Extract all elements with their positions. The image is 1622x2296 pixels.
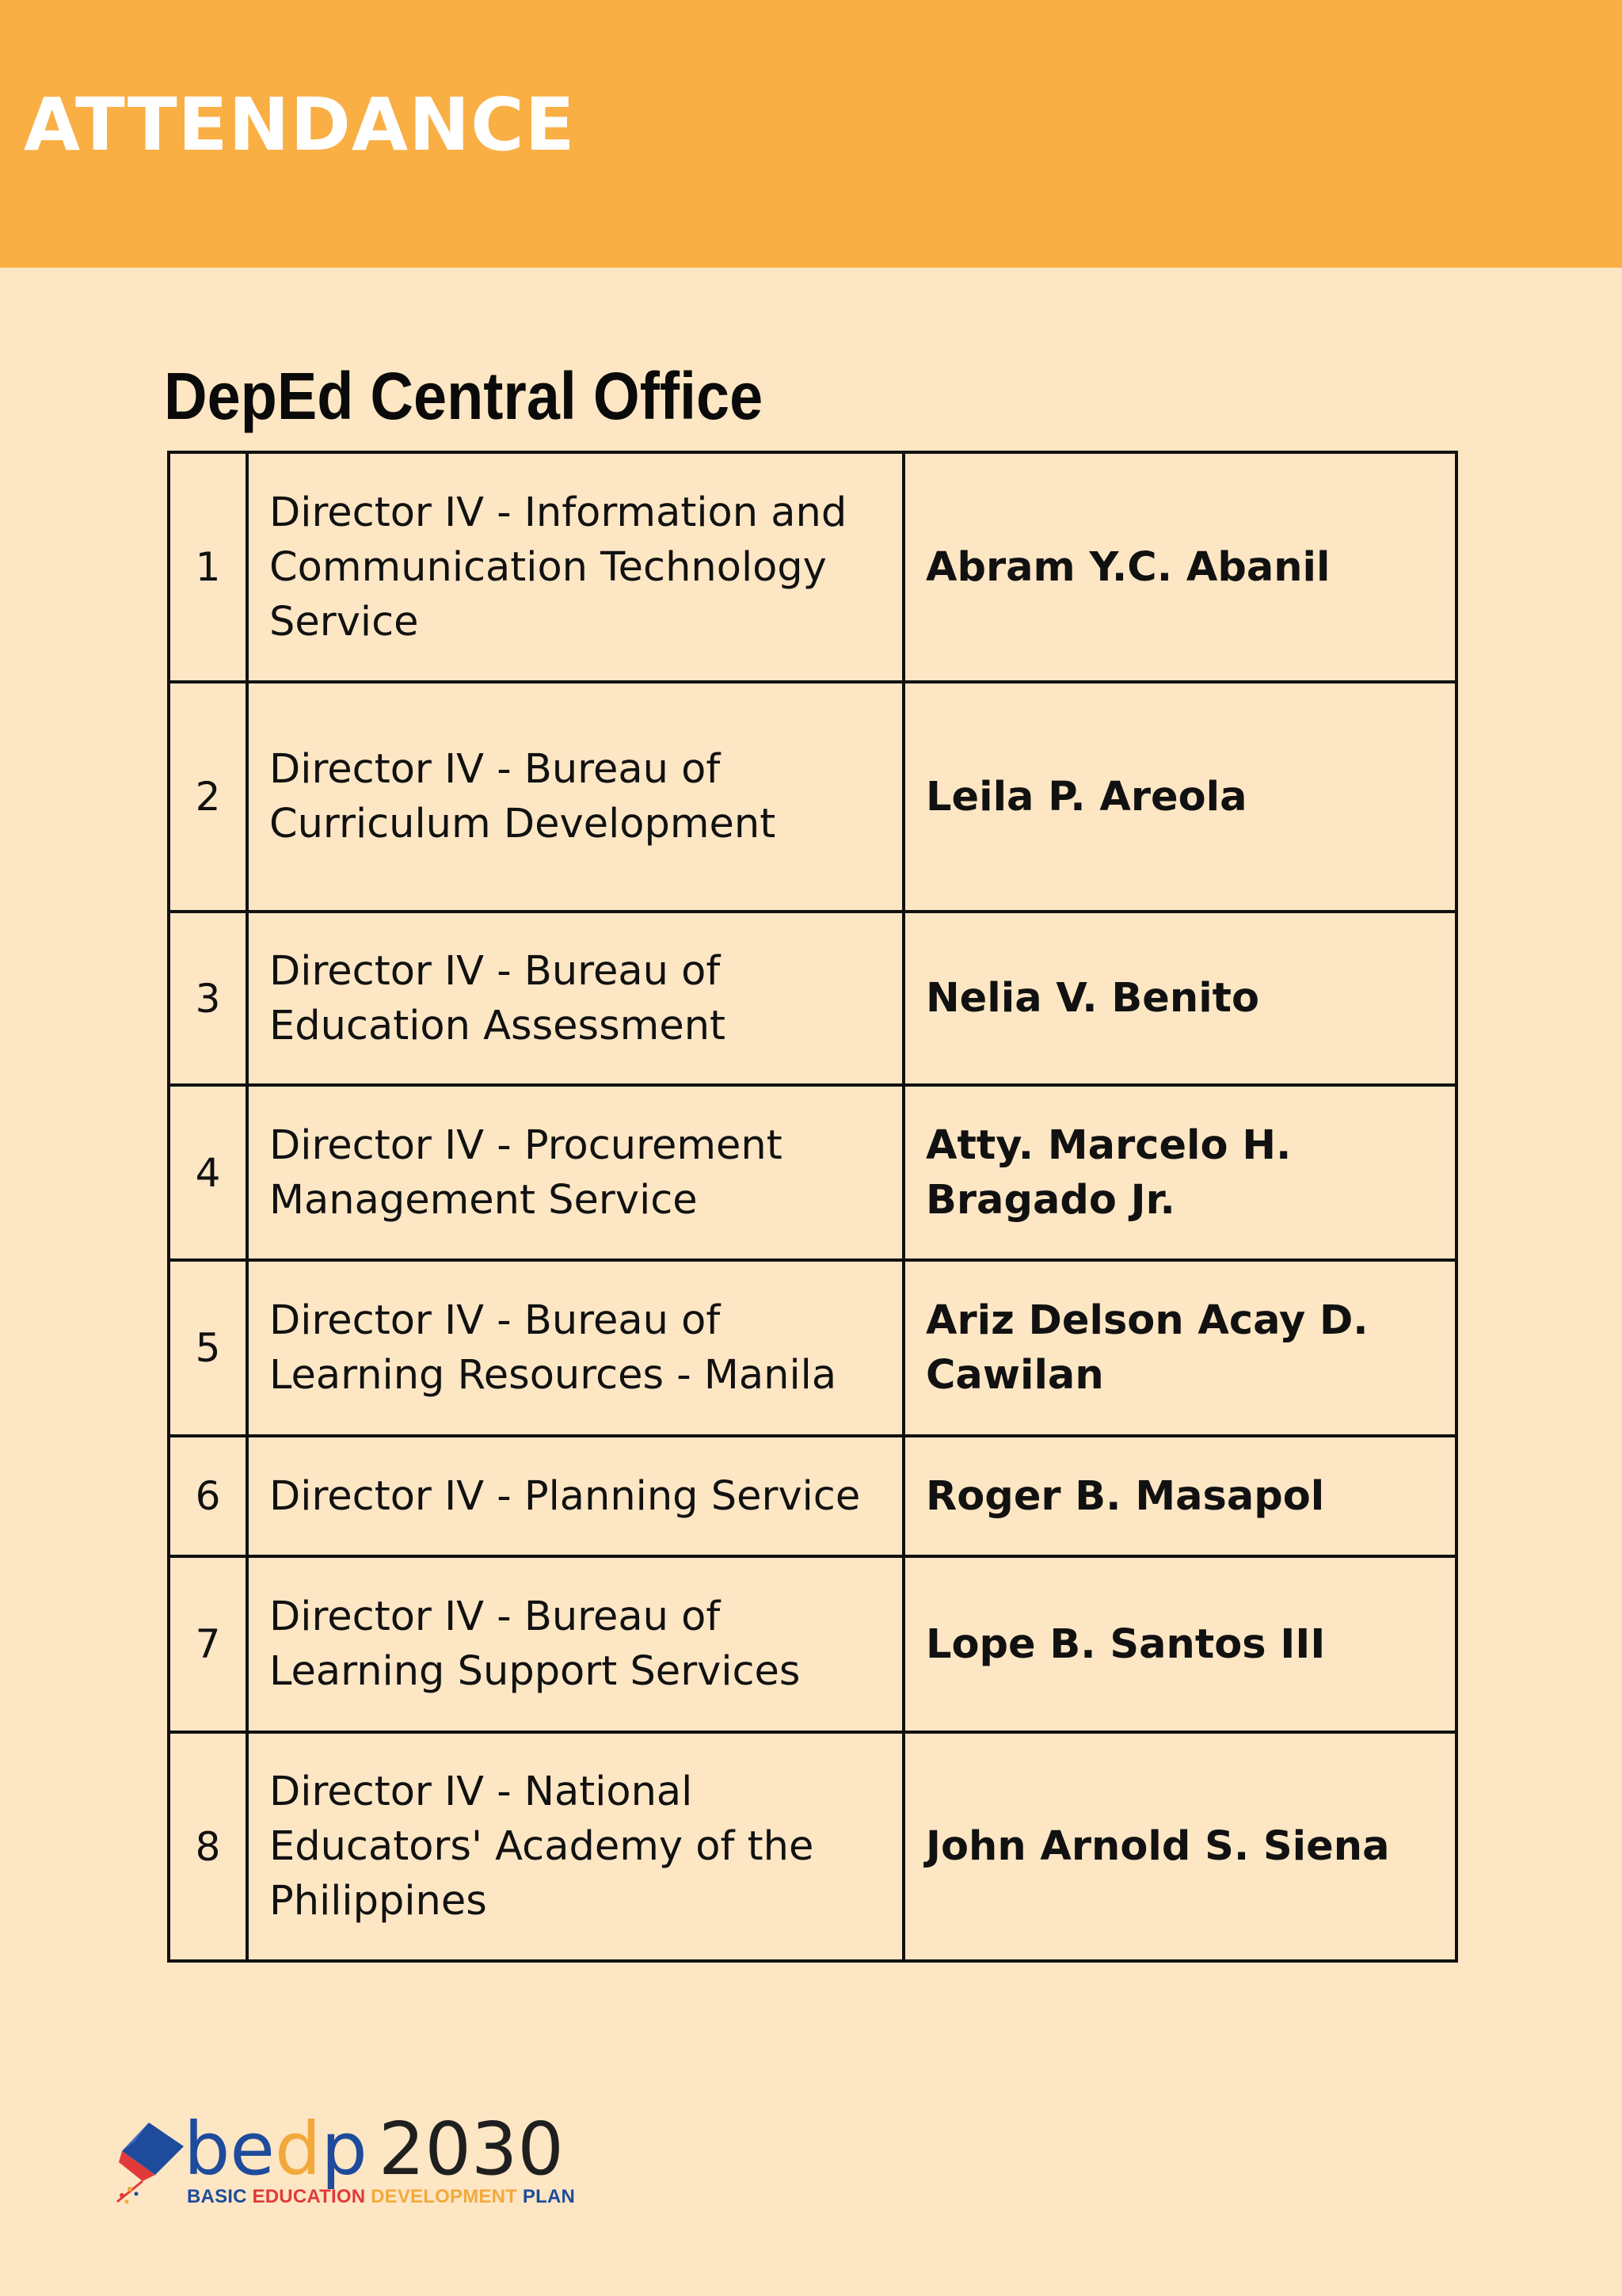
table-row: [169, 1556, 1456, 1732]
table-row: [169, 1732, 1456, 1961]
logo-word-p: p: [321, 2107, 367, 2191]
position-cell: Director IV - Procurement Management Service: [247, 1085, 904, 1260]
attendee-name: John Arnold S. Siena: [904, 1732, 1456, 1961]
attendee-name: Atty. Marcelo H. Bragado Jr.: [904, 1085, 1456, 1260]
table-row: [169, 1436, 1456, 1556]
row-number: 3: [169, 912, 247, 1085]
row-number: 2: [169, 682, 247, 912]
position-cell: Director IV - Information and Communication Technology Service: [247, 452, 904, 682]
attendee-name: Roger B. Masapol: [904, 1436, 1456, 1556]
logo-tag-education: EDUCATION: [252, 2186, 366, 2207]
position-cell: Director IV - National Educators' Academy of the Philippines: [247, 1732, 904, 1961]
attendee-name: Ariz Delson Acay D. Cawilan: [904, 1260, 1456, 1436]
logo-tag-development: DEVELOPMENT: [371, 2186, 517, 2207]
position-cell: Director IV - Bureau of Learning Resources - Manila: [247, 1260, 904, 1436]
table-row: [169, 682, 1456, 912]
logo-word-d: d: [275, 2107, 322, 2191]
table-row: [169, 912, 1456, 1085]
row-number: 4: [169, 1085, 247, 1260]
row-number: 1: [169, 452, 247, 682]
attendance-table: [167, 451, 1458, 1963]
logo-tagline: [187, 2186, 575, 2208]
position-cell: Director IV - Bureau of Learning Support Services: [247, 1556, 904, 1732]
table-row: [169, 1085, 1456, 1260]
logo-tag-basic: BASIC: [187, 2186, 247, 2207]
page-title: ATTENDANCE: [24, 82, 576, 167]
table-row: [169, 452, 1456, 682]
logo-word-be: be: [184, 2107, 275, 2191]
row-number: 5: [169, 1260, 247, 1436]
row-number: 6: [169, 1436, 247, 1556]
attendee-name: Abram Y.C. Abanil: [904, 452, 1456, 682]
row-number: 7: [169, 1556, 247, 1732]
position-cell: Director IV - Planning Service: [247, 1436, 904, 1556]
section-title: DepEd Central Office: [164, 359, 763, 433]
kite-icon: [111, 2119, 187, 2207]
attendee-name: Nelia V. Benito: [904, 912, 1456, 1085]
position-cell: Director IV - Bureau of Curriculum Development: [247, 682, 904, 912]
attendee-name: Leila P. Areola: [904, 682, 1456, 912]
position-cell: Director IV - Bureau of Education Assessment: [247, 912, 904, 1085]
logo-wordmark: [184, 2107, 564, 2191]
attendee-name: Lope B. Santos III: [904, 1556, 1456, 1732]
table-row: [169, 1260, 1456, 1436]
logo-year: 2030: [378, 2107, 564, 2191]
logo-tag-plan: PLAN: [522, 2186, 576, 2207]
header-band: [0, 0, 1622, 268]
row-number: 8: [169, 1732, 247, 1961]
bedp-logo: [111, 2105, 576, 2216]
